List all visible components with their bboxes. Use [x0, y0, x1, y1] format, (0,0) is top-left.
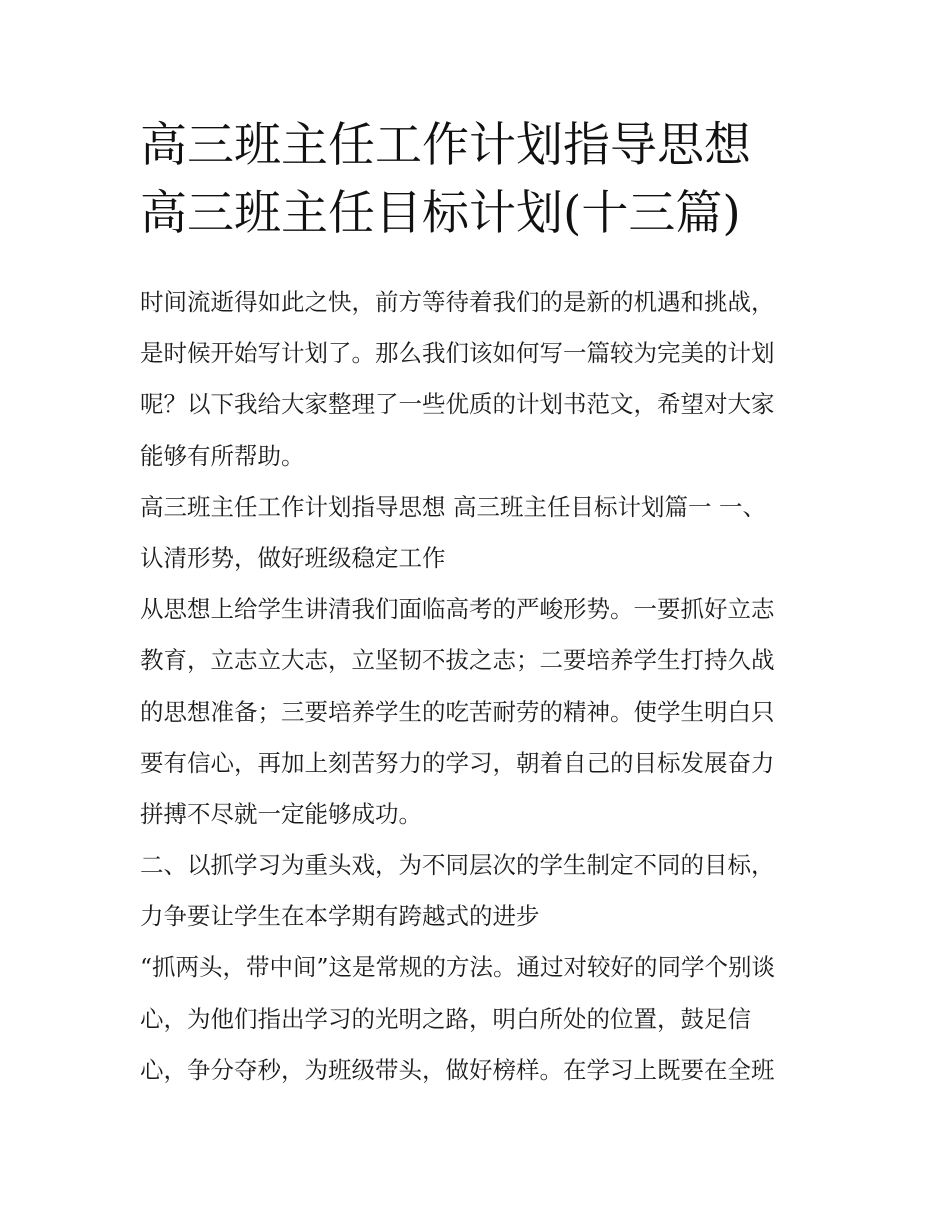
body-line: 二、以抓学习为重头戏，为不同层次的学生制定不同的目标，: [140, 851, 775, 880]
body-line: 高三班主任工作计划指导思想 高三班主任目标计划篇一 一、: [140, 492, 766, 521]
title-line-1: 高三班主任工作计划指导思想: [140, 118, 751, 173]
body-line: 能够有所帮助。: [140, 441, 305, 470]
body-line: 呢？以下我给大家整理了一些优质的计划书范文，希望对大家: [140, 390, 775, 419]
document-body: [140, 277, 820, 1096]
body-line: 要有信心，再加上刻苦努力的学习，朝着自己的目标发展奋力: [140, 748, 775, 777]
body-line: 认清形势，做好班级稳定工作: [140, 543, 446, 572]
body-line: 教育，立志立大志，立坚韧不拔之志；二要培养学生打持久战: [140, 646, 775, 675]
body-line: 从思想上给学生讲清我们面临高考的严峻形势。一要抓好立志: [140, 595, 775, 624]
body-line: 是时候开始写计划了。那么我们该如何写一篇较为完美的计划: [140, 339, 775, 368]
body-line: 拼搏不尽就一定能够成功。: [140, 799, 422, 828]
body-line: 时间流逝得如此之快，前方等待着我们的是新的机遇和挑战，: [140, 288, 775, 316]
body-line: 力争要让学生在本学期有跨越式的进步: [140, 902, 540, 931]
title-line-2: 高三班主任目标计划(十三篇): [140, 186, 741, 241]
body-line: 的思想准备；三要培养学生的吃苦耐劳的精神。使学生明白只: [140, 697, 775, 726]
body-line: “抓两头，带中间”这是常规的方法。通过对较好的同学个别谈: [140, 953, 776, 982]
body-line: 心，争分夺秒，为班级带头，做好榜样。在学习上既要在全班: [140, 1055, 775, 1084]
document-title: [140, 112, 820, 248]
body-line: 心，为他们指出学习的光明之路，明白所处的位置，鼓足信: [140, 1004, 751, 1033]
